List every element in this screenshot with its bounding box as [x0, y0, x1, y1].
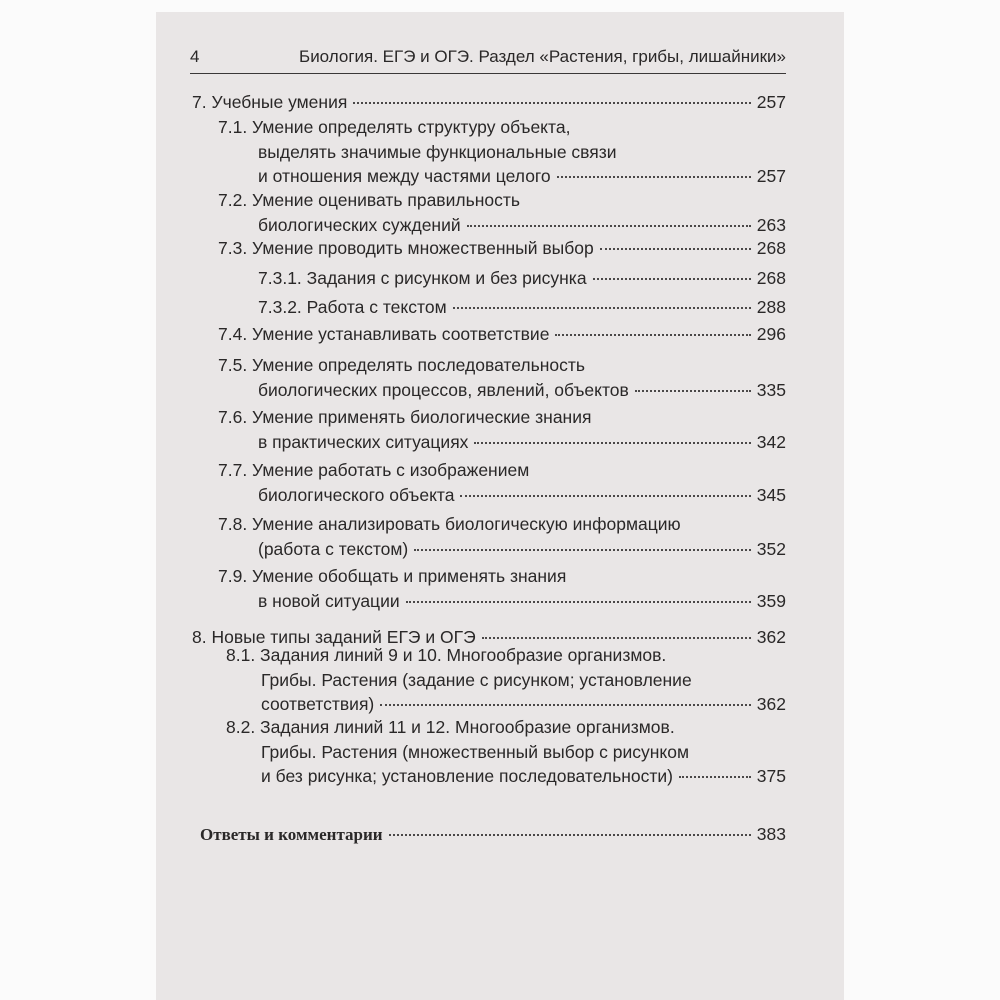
- toc-entry-answers: [200, 822, 786, 847]
- toc-page-number: 296: [756, 324, 786, 344]
- toc-entry-7-5: [218, 353, 786, 402]
- toc-entry-text: в практических ситуациях: [258, 431, 469, 452]
- toc-entry-text: и отношения между частями целого: [258, 166, 551, 186]
- toc-page-number: 362: [756, 694, 786, 714]
- dot-leader: [557, 176, 751, 178]
- dot-leader: [600, 248, 751, 250]
- toc-entry-8-2: [226, 715, 786, 789]
- dot-leader: [593, 278, 751, 280]
- toc-entry-text: 7.1. Умение определять структуру объекта,: [218, 117, 571, 137]
- toc-entry-text: биологических суждений: [258, 214, 461, 235]
- toc-entry-text: выделять значимые функциональные связи: [258, 141, 617, 162]
- toc-page-number: 257: [756, 166, 786, 186]
- dot-leader: [414, 549, 751, 551]
- dot-leader: [679, 776, 751, 778]
- toc-page-number: 362: [756, 627, 786, 647]
- dot-leader: [389, 834, 751, 836]
- toc-entry-text: 7.8. Умение анализировать биологическую информацию: [218, 514, 681, 534]
- header-title: Биология. ЕГЭ и ОГЭ. Раздел «Растения, грибы, лишайники»: [299, 47, 786, 66]
- toc-entry-text: 7.5. Умение определять последовательность: [218, 355, 586, 375]
- dot-leader: [555, 334, 750, 336]
- toc-page-number: 335: [756, 379, 786, 400]
- dot-leader: [467, 225, 751, 227]
- toc-entry-text: 7.9. Умение обобщать и применять знания: [218, 566, 567, 586]
- toc-entry-7-2: [218, 188, 786, 237]
- toc-entry-text: и без рисунка; установление последовательности): [261, 766, 673, 786]
- toc-page-number: 342: [756, 431, 786, 452]
- toc-page-number: 383: [756, 824, 786, 844]
- toc-entry-text: 7.2. Умение оценивать правильность: [218, 190, 520, 210]
- dot-leader: [380, 704, 751, 706]
- dot-leader: [353, 102, 750, 104]
- toc-entry-text: Ответы и комментарии: [200, 825, 383, 844]
- toc-entry-text: биологического объекта: [258, 484, 455, 505]
- toc-entry-text: в новой ситуации: [258, 590, 400, 611]
- dot-leader: [453, 307, 751, 309]
- toc-entry-text: 7.6. Умение применять биологические знания: [218, 407, 592, 427]
- dot-leader: [460, 495, 750, 497]
- toc-entry-7-3-2: [258, 295, 786, 320]
- toc-entry-7-4: [218, 322, 786, 347]
- toc-entry-text: 7. Учебные умения: [192, 92, 348, 112]
- toc-entry-text: 7.7. Умение работать с изображением: [218, 460, 530, 480]
- toc-page-number: 345: [756, 484, 786, 505]
- toc-page-number: 263: [756, 214, 786, 235]
- toc-entry-text: 7.3. Умение проводить множественный выбор: [218, 238, 594, 258]
- toc-page-number: 257: [756, 92, 786, 112]
- toc-page-number: 268: [756, 238, 786, 258]
- toc-entry-7: [192, 90, 786, 115]
- toc-entry-text: 7.3.1. Задания с рисунком и без рисунка: [258, 268, 587, 288]
- toc-entry-7-8: [218, 512, 786, 561]
- toc-entry-7-3: [218, 236, 786, 261]
- dot-leader: [482, 637, 751, 639]
- toc-entry-8-1: [226, 643, 786, 717]
- dot-leader: [635, 390, 751, 392]
- toc-page-number: 288: [756, 297, 786, 317]
- toc-entry-text: (работа с текстом): [258, 538, 409, 559]
- header-page-number: 4: [190, 47, 200, 66]
- toc-entry-text: 8.2. Задания линий 11 и 12. Многообразие организмов.: [226, 717, 675, 737]
- toc-entry-text: соответствия): [261, 694, 375, 714]
- toc-page-number: 352: [756, 538, 786, 559]
- toc-entry-text: 7.4. Умение устанавливать соответствие: [218, 324, 550, 344]
- toc-entry-text: 8.1. Задания линий 9 и 10. Многообразие организмов.: [226, 645, 667, 665]
- toc-entry-7-3-1: [258, 266, 786, 291]
- toc-page-number: 375: [756, 766, 786, 786]
- toc-entry-text: 7.3.2. Работа с текстом: [258, 297, 447, 317]
- toc-entry-7-6: [218, 405, 786, 454]
- toc-page-number: 268: [756, 268, 786, 288]
- toc-entry-7-9: [218, 564, 786, 613]
- dot-leader: [474, 442, 750, 444]
- toc-entry-7-7: [218, 458, 786, 507]
- toc-entry-7-1: [218, 115, 786, 189]
- toc-entry-text: 8. Новые типы заданий ЕГЭ и ОГЭ: [192, 627, 476, 647]
- toc-entry-text: Грибы. Растения (задание с рисунком; установление: [261, 669, 692, 690]
- toc-page-number: 359: [756, 590, 786, 611]
- toc-entry-text: биологических процессов, явлений, объектов: [258, 379, 629, 400]
- dot-leader: [406, 601, 751, 603]
- toc-entry-text: Грибы. Растения (множественный выбор с рисунком: [261, 741, 689, 762]
